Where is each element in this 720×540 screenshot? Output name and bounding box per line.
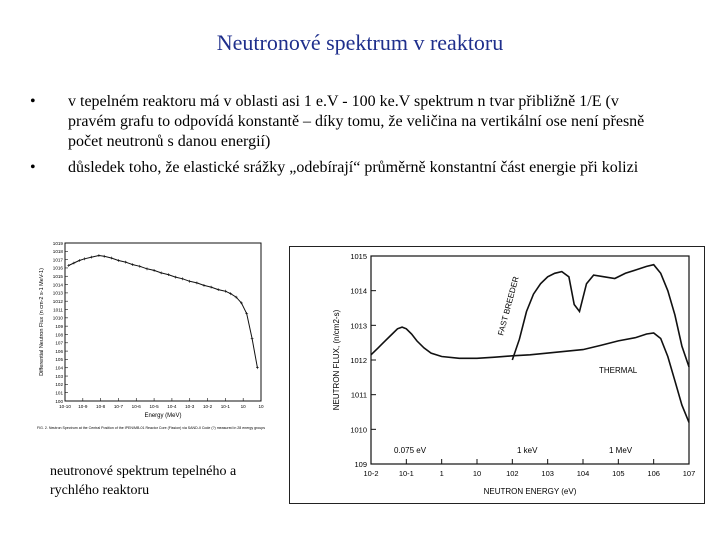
y-tick-label: 1011 <box>53 307 63 313</box>
x-tick-label: 10-5 <box>149 404 159 409</box>
y-tick-label: 106 <box>55 348 63 354</box>
data-point <box>90 256 93 259</box>
x-tick-label: 105 <box>612 469 625 478</box>
bullet-dot: • <box>30 93 36 110</box>
x-tick-label: 10-7 <box>113 404 124 409</box>
bullet-dot: • <box>30 159 36 176</box>
thermal-label: THERMAL <box>599 366 638 375</box>
data-point <box>103 255 106 258</box>
y-tick-label: 107 <box>55 340 63 346</box>
x-tick-label: 10-1 <box>220 404 230 409</box>
data-point <box>217 288 220 291</box>
figure-border <box>290 247 705 504</box>
data-point <box>174 276 177 279</box>
chart-left <box>35 237 267 437</box>
chart-right <box>289 246 705 504</box>
data-point <box>196 282 199 285</box>
y-tick-label: 1015 <box>52 274 63 280</box>
y-tick-label: 1012 <box>52 299 63 305</box>
data-point <box>188 280 191 283</box>
data-point <box>98 254 101 257</box>
plot-frame <box>65 243 261 401</box>
y-tick-label: 104 <box>55 365 63 371</box>
data-point <box>138 265 141 268</box>
x-tick-label: 10-10 <box>59 404 71 409</box>
x-tick-label: 10-4 <box>167 404 177 409</box>
y-tick-label: 1019 <box>52 240 63 246</box>
bullet-list <box>30 92 670 184</box>
x-tick-label: 10-2 <box>363 469 379 478</box>
x-tick-labels <box>59 398 264 409</box>
x-tick-label: 10-9 <box>78 404 88 409</box>
y-tick-label: 108 <box>55 332 63 338</box>
figure-right <box>289 246 705 504</box>
y-axis-label: NEUTRON FLUX, (n/cm2-s) <box>332 309 341 411</box>
x-tick-label: 1 <box>439 469 444 478</box>
data-point <box>256 366 259 369</box>
x-tick-label: 10 <box>258 404 264 409</box>
data-point <box>181 277 184 280</box>
figure-left <box>35 237 267 437</box>
y-tick-label: 101 <box>55 390 63 396</box>
y-tick-label: 1013 <box>52 290 63 296</box>
x-tick-label: 10-2 <box>202 404 213 409</box>
x-tick-label: 102 <box>506 469 519 478</box>
data-point <box>167 273 170 276</box>
x-tick-label: 104 <box>576 469 590 478</box>
series-points <box>67 254 259 369</box>
data-point <box>203 284 206 287</box>
page-title: Neutronové spektrum v reaktoru <box>216 30 504 55</box>
x-tick-label: 10-8 <box>96 404 106 409</box>
data-point <box>124 261 127 264</box>
y-tick-label: 1011 <box>350 390 367 400</box>
x-tick-label: 10 <box>240 404 246 409</box>
data-point <box>160 272 163 275</box>
y-tick-label: 109 <box>354 460 367 469</box>
y-tick-label: 109 <box>55 323 63 329</box>
y-tick-labels <box>53 241 68 404</box>
data-point <box>153 269 156 272</box>
y-tick-label: 1014 <box>350 286 367 296</box>
x-tick-label: 10 <box>472 469 482 478</box>
x-axis-label: Energy (MeV) <box>144 413 182 419</box>
x-tick-label: 10-6 <box>131 404 141 409</box>
y-tick-label: 1010 <box>52 315 63 321</box>
data-point <box>117 259 120 262</box>
y-tick-label: 1017 <box>52 257 63 263</box>
x-tick-label: 107 <box>682 469 696 478</box>
y-tick-label: 1014 <box>52 282 63 288</box>
data-point <box>83 257 86 260</box>
bullet-text: v tepelném reaktoru má v oblasti asi 1 e.V - 100 ke.V spektrum n tvar přibližně 1/E (v pravém grafu to odpovídá konstantě – díky tomu, že veličina na vertikální ose není přesně počet neutronů s danou energií) <box>68 93 645 150</box>
data-point <box>110 257 113 260</box>
y-tick-label: 1010 <box>350 425 367 435</box>
data-point <box>131 263 134 266</box>
fast-breeder-label: FAST BREEDER <box>496 275 521 337</box>
x-tick-label: 10-1 <box>398 469 414 478</box>
annotation-1kev: 1 keV <box>517 446 538 455</box>
bullet-item <box>30 92 670 152</box>
annotation-thermal-energy: 0.075 eV <box>394 446 427 455</box>
x-axis-label: NEUTRON ENERGY (eV) <box>483 487 577 496</box>
y-tick-label: 1018 <box>52 249 63 255</box>
x-tick-label: 106 <box>647 469 660 478</box>
y-tick-label: 102 <box>55 382 63 388</box>
figure-caption-text: neutronové spektrum tepelného a rychlého reaktoru <box>50 464 237 498</box>
y-tick-label: 1016 <box>52 265 63 271</box>
y-axis-label: Differential Neutron Flux (n cm-2 s-1 MeV-1) <box>39 268 45 376</box>
data-point <box>210 286 213 289</box>
y-tick-label: 103 <box>55 373 63 379</box>
annotation-1mev: 1 MeV <box>609 446 633 455</box>
figure-caption: FIG. 2. Neutron Spectrum at the Central Position of the IPEN/MB-01 Reactor Core (Fission) via SAND-II Code (?) measured in 28 energy groups <box>37 426 266 430</box>
y-tick-label: 1015 <box>350 252 367 261</box>
data-point <box>251 337 254 340</box>
y-tick-label: 100 <box>55 398 63 404</box>
y-tick-label: 1012 <box>350 356 367 365</box>
y-tick-label: 1013 <box>350 321 367 331</box>
series-line <box>69 256 258 368</box>
bullet-item <box>30 158 670 178</box>
y-tick-label: 105 <box>55 357 63 363</box>
data-point <box>146 267 149 270</box>
bullet-text: důsledek toho, že elastické srážky „odebírají“ průměrně konstantní část energie při kolizi <box>68 159 639 176</box>
x-tick-label: 103 <box>541 469 554 478</box>
x-tick-label: 10-3 <box>185 404 195 409</box>
